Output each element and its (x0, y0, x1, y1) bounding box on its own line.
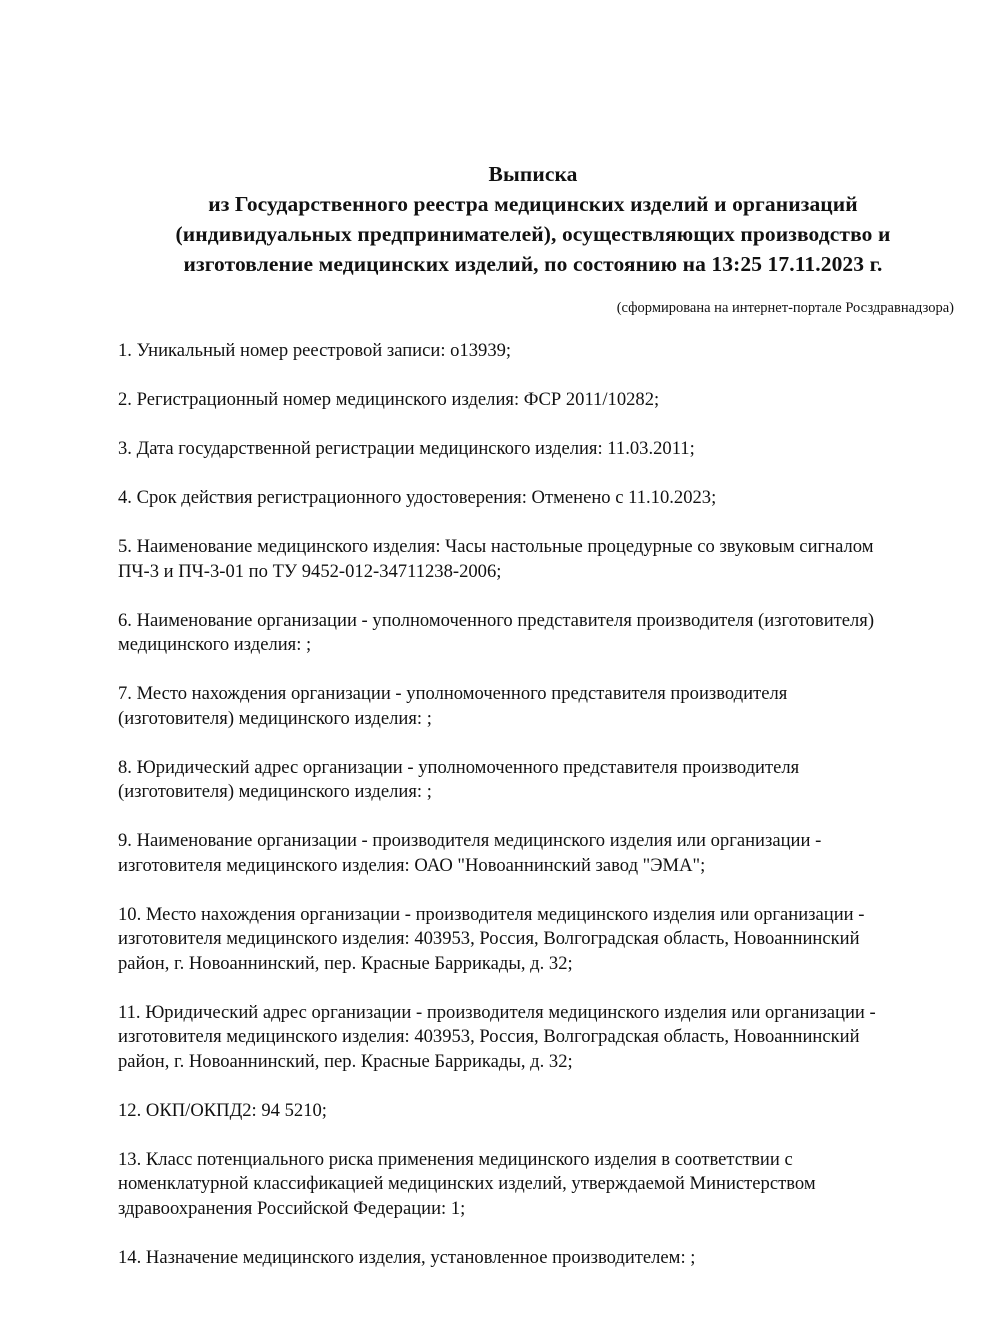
item-line: медицинского изделия: ; (118, 634, 312, 655)
item-line: 6. Наименование организации - уполномоченного представителя производителя (изготовителя) (118, 609, 875, 631)
item-line: 5. Наименование медицинского изделия: Часы настольные процедурные со звуковым сигналом (118, 536, 874, 557)
title-line: изготовление медицинских изделий, по состоянию на 13:25 17.11.2023 г. (183, 252, 883, 276)
item-line: 2. Регистрационный номер медицинского изделия: ФСР 2011/10282; (118, 389, 660, 410)
registry-item (118, 903, 958, 977)
item-line: 12. ОКП/ОКПД2: 94 5210; (118, 1099, 327, 1121)
title-line: Выписка (488, 162, 578, 186)
item-line: 9. Наименование организации - производителя медицинского изделия или организации - (118, 830, 822, 851)
item-line: 10. Место нахождения организации - производителя медицинского изделия или организации - (118, 903, 865, 925)
registry-item (118, 1148, 958, 1222)
registry-item (118, 756, 958, 805)
item-line: (изготовителя) медицинского изделия: ; (118, 781, 432, 802)
item-line: район, г. Новоаннинский, пер. Красные Баррикады, д. 32; (118, 952, 573, 974)
item-line: изготовителя медицинского изделия: 403953, Россия, Волгоградская область, Новоаннинский (118, 928, 860, 949)
item-line: 4. Срок действия регистрационного удостоверения: Отменено с 11.10.2023; (118, 487, 717, 508)
registry-item (118, 1001, 958, 1075)
registry-item (118, 609, 958, 658)
title-line: из Государственного реестра медицинских изделий и организаций (208, 192, 858, 216)
registry-item (118, 1246, 958, 1271)
registry-item (118, 1099, 958, 1124)
item-line: здравоохранения Российской Федерации: 1; (118, 1197, 466, 1219)
registry-item (118, 829, 958, 878)
item-line: изготовителя медицинского изделия: 403953, Россия, Волгоградская область, Новоаннинский (118, 1026, 860, 1047)
registry-item (118, 388, 958, 413)
registry-item (118, 535, 958, 584)
registry-item (118, 486, 958, 511)
item-line: 14. Назначение медицинского изделия, установленное производителем: ; (118, 1246, 696, 1268)
item-line: район, г. Новоаннинский, пер. Красные Баррикады, д. 32; (118, 1050, 573, 1072)
registry-items-list (118, 339, 958, 1270)
registry-item (118, 682, 958, 731)
registry-item (118, 339, 958, 364)
item-line: номенклатурной классификацией медицинских изделий, утверждаемой Министерством (118, 1173, 816, 1194)
item-line: 8. Юридический адрес организации - уполномоченного представителя производителя (118, 756, 800, 778)
item-line: 11. Юридический адрес организации - производителя медицинского изделия или организации - (118, 1001, 876, 1023)
document-title (100, 159, 966, 279)
item-line: (изготовителя) медицинского изделия: ; (118, 707, 432, 729)
item-line: ПЧ-3 и ПЧ-3-01 по ТУ 9452-012-34711238-2006; (118, 560, 502, 582)
item-line: изготовителя медицинского изделия: ОАО "Новоаннинский завод "ЭМА"; (118, 854, 706, 876)
registry-item (118, 437, 958, 462)
item-line: 3. Дата государственной регистрации медицинского изделия: 11.03.2011; (118, 438, 695, 459)
item-line: 7. Место нахождения организации - уполномоченного представителя производителя (118, 683, 788, 704)
title-line: (индивидуальных предпринимателей), осуществляющих производство и (175, 222, 891, 246)
item-line: 1. Уникальный номер реестровой записи: о13939; (118, 340, 512, 361)
item-line: 13. Класс потенциального риска применения медицинского изделия в соответствии с (118, 1148, 793, 1170)
document-subtitle: (сформирована на интернет-портале Росздравнадзора) (616, 300, 954, 316)
